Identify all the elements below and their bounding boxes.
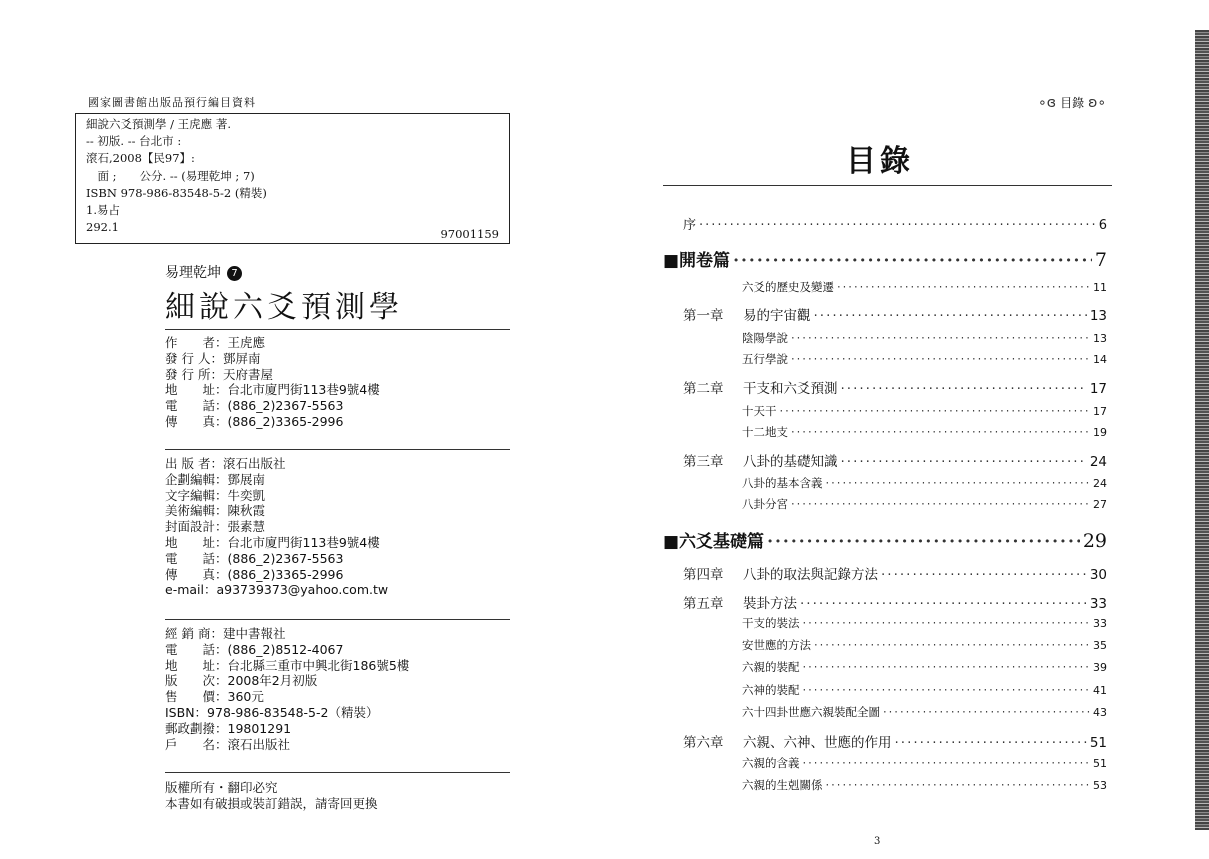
- info-row: 企劃編輯：鄧展南: [165, 471, 266, 487]
- toc-subentry[interactable]: 六親的裝配 ····· 39: [742, 659, 1107, 675]
- info-row: 傳 真：(886_2)3365-2996: [165, 566, 344, 582]
- leader-dots: [791, 352, 1090, 366]
- toc-subentry[interactable]: 陰陽學說 ····· 13: [742, 330, 1107, 346]
- info-row: 出 版 者：滾石出版社: [165, 456, 286, 471]
- toc-part-2[interactable]: ■六爻基礎篇 ····· 29: [663, 527, 1107, 552]
- ornament-right-icon: ʚ∘: [1088, 94, 1107, 111]
- toc-subentry[interactable]: 六神的裝配 ····· 41: [742, 682, 1107, 698]
- series-name: 易理乾坤: [165, 265, 221, 281]
- info-row: 地 址：台北市廈門街113巷9號4樓: [165, 382, 380, 398]
- toc-subentry[interactable]: 安世應的方法 ····· 35: [742, 637, 1107, 653]
- cip-line: 面 ; 公分. -- (易理乾坤 ; 7): [86, 168, 255, 183]
- info-row: ISBN：978-986-83548-5-2（精裝）: [165, 704, 379, 720]
- info-row: 文字編輯：牛奕凱: [165, 487, 266, 503]
- info-row: 地 址：台北縣三重市中興北街186號5樓: [165, 657, 410, 673]
- cip-heading: 國家圖書館出版品預行編目資料: [88, 96, 256, 109]
- info-row: 經 銷 商：建中書報社: [165, 626, 286, 641]
- leader-dots: [733, 251, 1092, 271]
- leader-dots: [791, 497, 1090, 511]
- leader-dots: [791, 331, 1090, 345]
- leader-dots: [767, 532, 1080, 552]
- info-row: 電 話：(886_2)8512-4067: [165, 641, 344, 657]
- info-row: 戶 名：滾石出版社: [165, 736, 291, 752]
- cip-line: 1.易占: [86, 203, 120, 218]
- series-number-badge: 7: [227, 266, 242, 281]
- toc-chapter-5[interactable]: 第五章 裝卦方法 ····· 33: [683, 592, 1107, 612]
- toc-title-rule: [663, 185, 1112, 186]
- cip-call-number: 97001159: [440, 226, 499, 241]
- leader-dots: [837, 280, 1090, 294]
- distributor-info-block: [165, 626, 409, 752]
- divider: [165, 772, 510, 773]
- cip-line: 292.1: [86, 220, 119, 235]
- divider: [165, 449, 510, 450]
- toc-chapter-1[interactable]: 第一章 易的宇宙觀 ····· 13: [683, 304, 1107, 324]
- toc-part-1[interactable]: ■開卷篇 ····· 7: [663, 246, 1107, 271]
- publisher-info-block: [165, 456, 388, 598]
- leader-dots: [881, 567, 1087, 583]
- scan-edge: [1195, 30, 1209, 830]
- toc-subentry[interactable]: 五行學說 ····· 14: [742, 351, 1107, 367]
- info-row: 郵政劃撥：19801291: [165, 720, 292, 736]
- leader-dots: [883, 705, 1090, 719]
- toc-subentry[interactable]: 八卦分宮 ····· 27: [742, 496, 1107, 512]
- toc-entry-preface[interactable]: 序 ····· 6: [683, 214, 1107, 233]
- info-row: 發 行 人：鄧屏南: [165, 350, 261, 366]
- info-row: 發 行 所：天府書屋: [165, 366, 273, 382]
- toc-chapter-2[interactable]: 第二章 干支和六爻預測 ····· 17: [683, 377, 1107, 397]
- info-row: 美術編輯：陳秋霞: [165, 503, 266, 519]
- leader-dots: [803, 756, 1091, 770]
- info-row: 地 址：台北市廈門街113巷9號4樓: [165, 534, 380, 550]
- cip-data-box: [75, 113, 510, 244]
- toc-chapter-3[interactable]: 第三章 八卦的基礎知識 ····· 24: [683, 450, 1107, 470]
- leader-dots: [780, 404, 1091, 418]
- toc-subentry[interactable]: 六爻的歷史及變遷 ····· 11: [742, 279, 1107, 295]
- leader-dots: [699, 218, 1096, 233]
- rights-row: 版權所有・翻印必究: [165, 780, 278, 795]
- running-header: [1038, 94, 1106, 111]
- leader-dots: [803, 660, 1091, 674]
- cip-line: -- 初版. -- 台北市 :: [86, 134, 182, 149]
- page-number: 3: [874, 836, 881, 847]
- toc-chapter-4[interactable]: 第四章 八卦的取法與記錄方法 ····· 30: [683, 563, 1107, 583]
- divider: [165, 329, 510, 330]
- rights-row: 本書如有破損或裝訂錯誤，請寄回更換: [165, 795, 378, 811]
- leader-dots: [800, 596, 1087, 612]
- leader-dots: [895, 735, 1087, 751]
- toc-title: 目錄: [846, 144, 914, 179]
- info-row: 電 話：(886_2)2367-5563: [165, 550, 344, 566]
- leader-dots: [826, 476, 1091, 490]
- toc-subentry[interactable]: 六親的生剋關係 ····· 53: [742, 777, 1107, 793]
- leader-dots: [791, 425, 1090, 439]
- info-row: 電 話：(886_2)2367-5563: [165, 398, 344, 414]
- rights-block: [165, 780, 378, 812]
- running-header-label: 目錄: [1060, 96, 1085, 110]
- ornament-left-icon: ∘ɞ: [1038, 94, 1057, 111]
- info-row: 售 價：360元: [165, 689, 264, 705]
- info-row: 作 者：王虎應: [165, 335, 266, 350]
- toc-subentry[interactable]: 十二地支 ····· 19: [742, 424, 1107, 440]
- info-row: 版 次：2008年2月初版: [165, 673, 318, 689]
- toc-subentry[interactable]: 十天干 ····· 17: [742, 403, 1107, 419]
- cip-line: 滾石,2008【民97】:: [86, 151, 195, 166]
- info-row: 封面設計：張素慧: [165, 519, 266, 535]
- email-row: e-mail：a93739373@yahoo.com.tw: [165, 582, 389, 598]
- leader-dots: [814, 308, 1087, 324]
- toc-subentry[interactable]: 六十四卦世應六親裝配全圖 ····· 43: [742, 704, 1107, 720]
- leader-dots: [841, 381, 1087, 397]
- leader-dots: [803, 683, 1091, 697]
- leader-dots: [826, 778, 1091, 792]
- leader-dots: [803, 616, 1091, 630]
- leader-dots: [814, 638, 1090, 652]
- book-title: 細說六爻預測學: [165, 290, 403, 325]
- toc-subentry[interactable]: 六親的含義 ····· 51: [742, 755, 1107, 771]
- toc-subentry[interactable]: 干支的裝法 ····· 33: [742, 615, 1107, 631]
- cip-line: 細說六爻預測學 / 王虎應 著.: [86, 117, 231, 131]
- cip-line: ISBN 978-986-83548-5-2 (精裝): [86, 185, 267, 200]
- toc-subentry[interactable]: 八卦的基本含義 ····· 24: [742, 475, 1107, 491]
- toc-chapter-6[interactable]: 第六章 六親、六神、世應的作用 ····· 51: [683, 731, 1107, 751]
- divider: [165, 619, 510, 620]
- info-row: 傳 真：(886_2)3365-2996: [165, 413, 344, 429]
- series-label: [165, 262, 242, 282]
- leader-dots: [841, 454, 1087, 470]
- author-info-block: [165, 335, 380, 430]
